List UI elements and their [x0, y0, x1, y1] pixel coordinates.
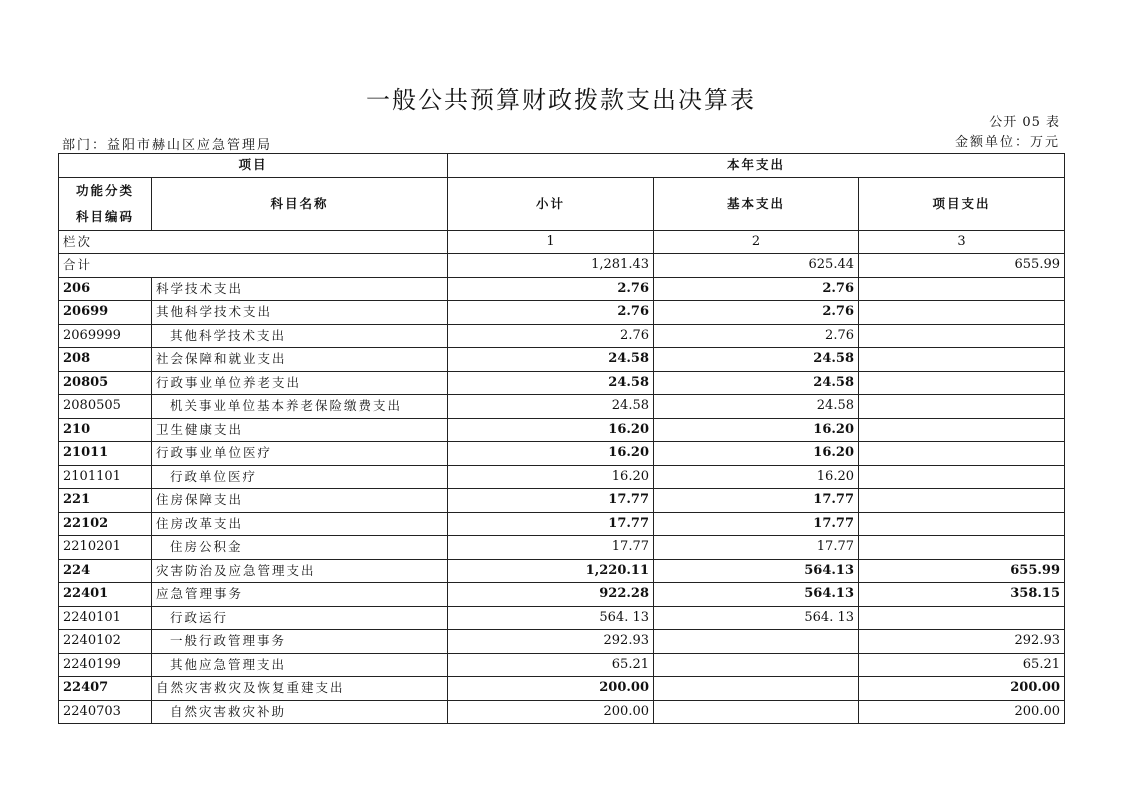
table-row [59, 465, 1065, 489]
subtotal-cell: 2.76 [448, 324, 654, 348]
table-row [59, 606, 1065, 630]
column-index-3: 3 [859, 230, 1065, 254]
table-row [59, 559, 1065, 583]
subject-name: 机关事业单位基本养老保险缴费支出 [152, 395, 448, 419]
subject-name: 行政事业单位养老支出 [152, 371, 448, 395]
header-current-year: 本年支出 [448, 154, 1065, 178]
project-cell: 358.15 [859, 583, 1065, 607]
expenditure-table [58, 153, 1065, 724]
subject-name: 卫生健康支出 [152, 418, 448, 442]
subject-name: 其他科学技术支出 [152, 324, 448, 348]
subtotal-cell: 564. 13 [448, 606, 654, 630]
project-cell: 655.99 [859, 559, 1065, 583]
basic-cell: 17.77 [654, 536, 859, 560]
project-cell: 200.00 [859, 700, 1065, 724]
total-subtotal: 1,281.43 [448, 254, 654, 278]
subject-code: 224 [59, 559, 152, 583]
subject-code: 221 [59, 489, 152, 513]
subtotal-cell: 17.77 [448, 512, 654, 536]
project-cell [859, 536, 1065, 560]
subject-code: 22102 [59, 512, 152, 536]
project-cell: 292.93 [859, 630, 1065, 654]
table-row [59, 418, 1065, 442]
project-cell [859, 301, 1065, 325]
basic-cell: 2.76 [654, 301, 859, 325]
header-subtotal: 小计 [448, 177, 654, 230]
project-cell: 65.21 [859, 653, 1065, 677]
project-cell [859, 277, 1065, 301]
table-row [59, 536, 1065, 560]
project-cell [859, 489, 1065, 513]
project-cell [859, 324, 1065, 348]
basic-cell [654, 653, 859, 677]
table-row [59, 301, 1065, 325]
subject-code: 210 [59, 418, 152, 442]
subtotal-cell: 24.58 [448, 371, 654, 395]
subject-code: 2240199 [59, 653, 152, 677]
subtotal-cell: 2.76 [448, 301, 654, 325]
subtotal-cell: 2.76 [448, 277, 654, 301]
subtotal-cell: 24.58 [448, 348, 654, 372]
subject-code: 20699 [59, 301, 152, 325]
table-row [59, 324, 1065, 348]
subject-code: 22407 [59, 677, 152, 701]
total-project: 655.99 [859, 254, 1065, 278]
column-index-2: 2 [654, 230, 859, 254]
basic-cell: 16.20 [654, 442, 859, 466]
table-row [59, 442, 1065, 466]
basic-cell: 16.20 [654, 418, 859, 442]
column-index-label: 栏次 [59, 230, 448, 254]
subject-name: 其他应急管理支出 [152, 653, 448, 677]
basic-cell: 564.13 [654, 559, 859, 583]
subject-code: 2210201 [59, 536, 152, 560]
basic-cell: 16.20 [654, 465, 859, 489]
project-cell [859, 442, 1065, 466]
subtotal-cell: 200.00 [448, 677, 654, 701]
total-row [59, 254, 1065, 278]
project-cell [859, 465, 1065, 489]
subject-name: 应急管理事务 [152, 583, 448, 607]
subject-code: 2101101 [59, 465, 152, 489]
basic-cell: 2.76 [654, 324, 859, 348]
subject-code: 22401 [59, 583, 152, 607]
table-row [59, 371, 1065, 395]
project-cell [859, 348, 1065, 372]
subject-name: 科学技术支出 [152, 277, 448, 301]
subtotal-cell: 16.20 [448, 442, 654, 466]
table-row [59, 583, 1065, 607]
basic-cell: 24.58 [654, 371, 859, 395]
subject-name: 灾害防治及应急管理支出 [152, 559, 448, 583]
basic-cell [654, 700, 859, 724]
basic-cell [654, 630, 859, 654]
table-row [59, 489, 1065, 513]
subject-code: 2069999 [59, 324, 152, 348]
table-row [59, 677, 1065, 701]
subtotal-cell: 292.93 [448, 630, 654, 654]
basic-cell: 17.77 [654, 489, 859, 513]
subtotal-cell: 17.77 [448, 536, 654, 560]
header-function-code-line1: 功能分类 [75, 182, 134, 198]
subtotal-cell: 1,220.11 [448, 559, 654, 583]
project-cell: 200.00 [859, 677, 1065, 701]
subtotal-cell: 24.58 [448, 395, 654, 419]
subject-name: 一般行政管理事务 [152, 630, 448, 654]
total-basic: 625.44 [654, 254, 859, 278]
subject-name: 自然灾害救灾补助 [152, 700, 448, 724]
header-project: 项目 [59, 154, 448, 178]
subtotal-cell: 65.21 [448, 653, 654, 677]
project-cell [859, 418, 1065, 442]
header-subject-name: 科目名称 [152, 177, 448, 230]
subtotal-cell: 922.28 [448, 583, 654, 607]
subtotal-cell: 200.00 [448, 700, 654, 724]
subject-name: 行政单位医疗 [152, 465, 448, 489]
project-cell [859, 395, 1065, 419]
subject-code: 206 [59, 277, 152, 301]
subject-code: 2240102 [59, 630, 152, 654]
table-row [59, 277, 1065, 301]
total-label: 合计 [59, 254, 448, 278]
header-function-code-line2: 科目编码 [75, 208, 134, 224]
report-title: 一般公共预算财政拨款支出决算表 [366, 86, 756, 114]
subject-code: 21011 [59, 442, 152, 466]
header-basic-expenditure: 基本支出 [654, 177, 859, 230]
header-project-expenditure: 项目支出 [859, 177, 1065, 230]
subject-name: 住房公积金 [152, 536, 448, 560]
subtotal-cell: 16.20 [448, 465, 654, 489]
subject-code: 208 [59, 348, 152, 372]
column-index-row [59, 230, 1065, 254]
table-row [59, 700, 1065, 724]
basic-cell: 17.77 [654, 512, 859, 536]
subject-name: 行政事业单位医疗 [152, 442, 448, 466]
table-row [59, 512, 1065, 536]
table-row [59, 348, 1065, 372]
subject-name: 住房保障支出 [152, 489, 448, 513]
table-row [59, 653, 1065, 677]
subject-code: 2240703 [59, 700, 152, 724]
subject-code: 20805 [59, 371, 152, 395]
subject-code: 2080505 [59, 395, 152, 419]
table-row [59, 630, 1065, 654]
basic-cell: 24.58 [654, 395, 859, 419]
basic-cell: 24.58 [654, 348, 859, 372]
basic-cell [654, 677, 859, 701]
subtotal-cell: 16.20 [448, 418, 654, 442]
subject-name: 住房改革支出 [152, 512, 448, 536]
column-index-1: 1 [448, 230, 654, 254]
subject-name: 其他科学技术支出 [152, 301, 448, 325]
subject-name: 自然灾害救灾及恢复重建支出 [152, 677, 448, 701]
project-cell [859, 606, 1065, 630]
subject-code: 2240101 [59, 606, 152, 630]
table-row [59, 395, 1065, 419]
subtotal-cell: 17.77 [448, 489, 654, 513]
header-row-1 [59, 154, 1065, 178]
basic-cell: 564. 13 [654, 606, 859, 630]
header-row-2 [59, 177, 1065, 230]
project-cell [859, 371, 1065, 395]
basic-cell: 564.13 [654, 583, 859, 607]
department-label: 部门：益阳市赫山区应急管理局 [62, 138, 273, 153]
form-number: 公开 05 表 [989, 115, 1060, 130]
subject-name: 行政运行 [152, 606, 448, 630]
subject-name: 社会保障和就业支出 [152, 348, 448, 372]
header-function-code [59, 177, 152, 230]
basic-cell: 2.76 [654, 277, 859, 301]
project-cell [859, 512, 1065, 536]
amount-unit-label: 金额单位：万元 [954, 135, 1060, 150]
